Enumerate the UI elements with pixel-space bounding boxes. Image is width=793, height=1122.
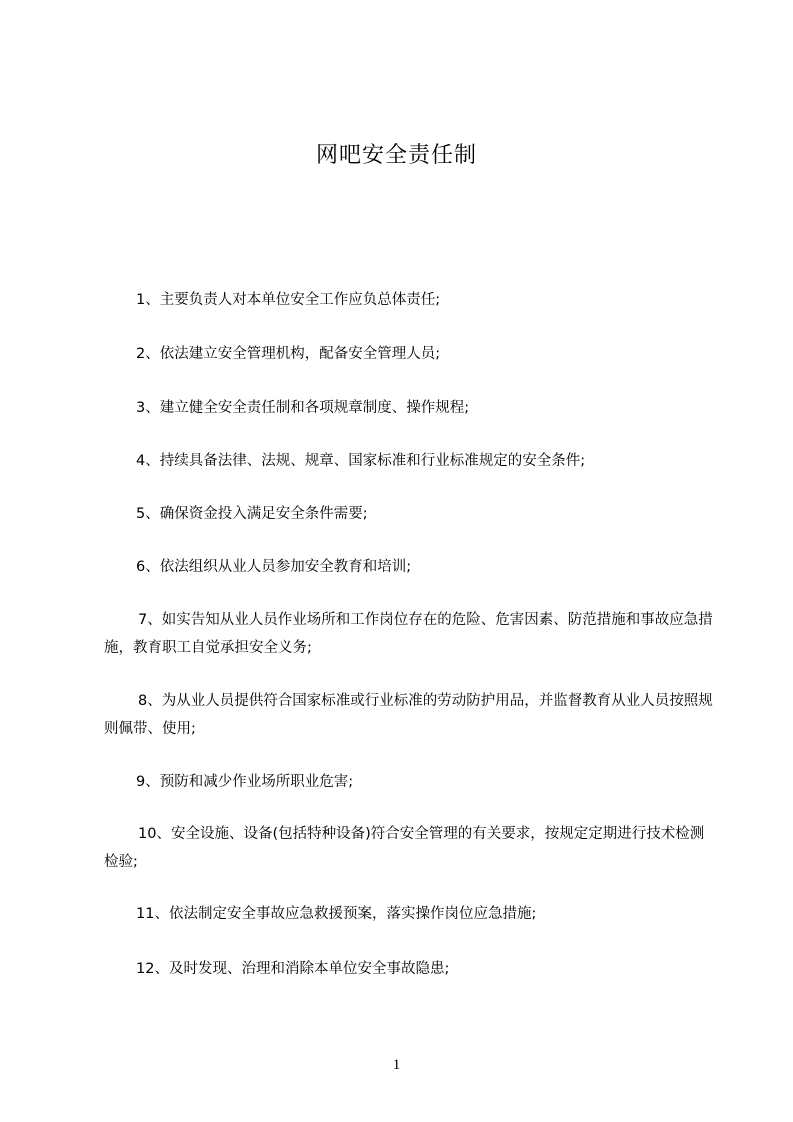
list-item-2: 2、依法建立安全管理机构，配备安全管理人员;	[136, 346, 441, 362]
list-item-4: 4、持续具备法律、法规、规章、国家标准和行业标准规定的安全条件;	[136, 453, 586, 469]
list-item-10: 10、安全设施、设备(包括特种设备)符合安全管理的有关要求，按规定定期进行技术检测检验;	[104, 826, 705, 870]
list-item-9: 9、预防和减少作业场所职业危害;	[136, 774, 354, 790]
page-number: 1	[392, 1057, 401, 1073]
document-title: 网吧安全责任制	[315, 143, 477, 168]
list-item-8: 8、为从业人员提供符合国家标准或行业标准的劳动防护用品，并监督教育从业人员按照规则佩带、使用;	[104, 693, 713, 737]
list-item-1: 1、主要负责人对本单位安全工作应负总体责任;	[136, 292, 441, 308]
list-item-7: 7、如实告知从业人员作业场所和工作岗位存在的危险、危害因素、防范措施和事故应急措施，教育职工自觉承担安全义务;	[104, 612, 713, 656]
list-item-3: 3、建立健全安全责任制和各项规章制度、操作规程;	[136, 400, 470, 416]
list-item-12: 12、及时发现、治理和消除本单位安全事故隐患;	[136, 961, 450, 977]
list-item-5: 5、确保资金投入满足安全条件需要;	[136, 506, 368, 522]
list-item-6: 6、依法组织从业人员参加安全教育和培训;	[136, 559, 412, 575]
list-item-11: 11、依法制定安全事故应急救援预案，落实操作岗位应急措施;	[136, 906, 537, 922]
